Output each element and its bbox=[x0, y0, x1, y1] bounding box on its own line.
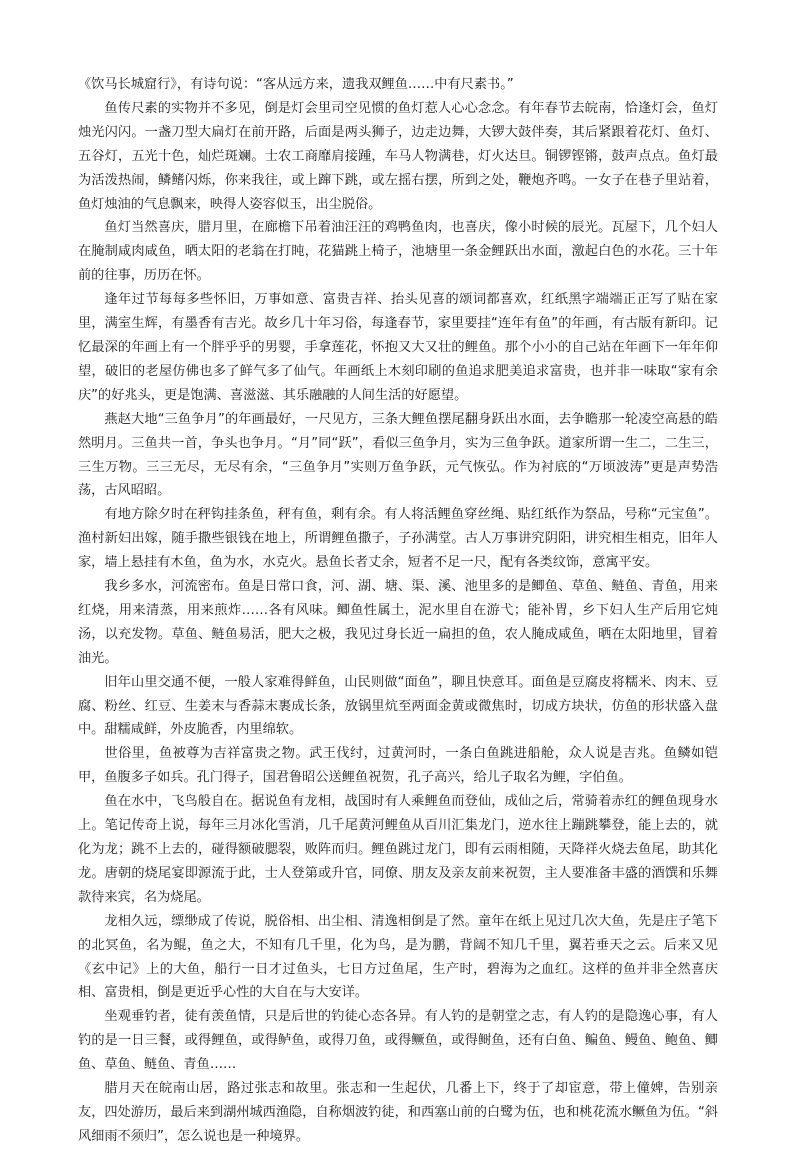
document-page bbox=[78, 73, 718, 1149]
paragraph: 逢年过节每每多些怀旧，万事如意、富贵吉祥、抬头见喜的颂词都喜欢，红纸黑字端端正正写了贴在家里，满室生辉，有墨香有吉光。故乡几十年习俗，每逢春节，家里要挂“连年有鱼”的年画，有古版有新印。记忆最深的年画上有一个胖乎乎的男婴，手拿莲花，怀抱又大又壮的鲤鱼。那个小小的自己站在年画下一年年仰望，破旧的老屋仿佛也多了鲜气多了仙气。年画纸上木刻印刷的鱼追求肥美追求富贵，也并非一味取“家有余庆”的好兆头，更是饱满、喜滋滋、其乐融融的人间生活的好愿望。 bbox=[78, 292, 718, 403]
paragraph: 燕赵大地“三鱼争月”的年画最好，一尺见方，三条大鲤鱼摆尾翻身跃出水面，去争瞻那一轮凌空高悬的皓然明月。三鱼共一首，争头也争月。“月”同“跃”，看似三鱼争月，实为三鱼争跃。道家所谓一生二，二生三，三生万物。三三无尽，无尽有余，“三鱼争月”实则万鱼争跃，元气恢弘。作为衬底的“万顷波涛”更是声势浩荡，古风昭昭。 bbox=[78, 411, 718, 499]
paragraph: 《饮马长城窟行》，有诗句说：“客从远方来，遗我双鲤鱼……中有尺素书。” bbox=[78, 77, 514, 92]
paragraph: 我乡多水，河流密布。鱼是日常口食，河、湖、塘、渠、溪、池里多的是鲫鱼、草鱼、鲢鱼、青鱼，用来红烧，用来清蒸，用来煎炸……各有风味。鲫鱼性属土，泥水里自在游弋；能补胃，乡下妇人生产后用它炖汤，以充发物。草鱼、鲢鱼易活，肥大之极，我见过身长近一扁担的鱼，农人腌成咸鱼，晒在太阳地里，冒着油光。 bbox=[78, 579, 718, 666]
paragraph: 旧年山里交通不便，一般人家难得鲜鱼，山民则做“面鱼”，聊且快意耳。面鱼是豆腐皮将糯米、肉末、豆腐、粉丝、红豆、生姜末与香蒜末裹成长条，放锅里炕至两面金黄或微焦时，切成方块状，仿鱼的形状盛入盘中。甜糯咸鲜，外皮脆香，内里绵软。 bbox=[78, 674, 718, 738]
paragraph: 龙相久远，缥缈成了传说，脱俗相、出尘相、清逸相倒是了然。童年在纸上见过几次大鱼，先是庄子笔下的北冥鱼，名为鲲，鱼之大，不知有几千里，化为鸟，是为鹏，背阔不知几千里，翼若垂天之云。后来又见《玄中记》上的大鱼，船行一日才过鱼头，七日方过鱼尾，生产时，碧海为之血红。这样的鱼并非全然喜庆相、富贵相，倒是更近乎心性的大自在与大安详。 bbox=[78, 913, 718, 1001]
paragraph: 鱼传尺素的实物并不多见，倒是灯会里司空见惯的鱼灯惹人心心念念。有年春节去皖南，恰逢灯会，鱼灯烛光闪闪。一盏刀型大扁灯在前开路，后面是两头狮子，边走边舞，大锣大鼓伴奏，其后紧跟着花灯、鱼灯、五谷灯，五光十色，灿烂斑斓。士农工商靡肩接踵，车马人物满巷，灯火达旦。铜锣铿锵，鼓声点点。鱼灯最为活泼热闹，鳞鳍闪烁，你来我往，或上蹿下跳，或左摇右摆，所到之处，鞭炮齐鸣。一女子在巷子里站着，鱼灯烛油的气息飘来，映得人姿容似玉，出尘脱俗。 bbox=[78, 100, 718, 212]
paragraph: 鱼在水中，飞鸟般自在。据说鱼有龙相，战国时有人乘鲤鱼而登仙，成仙之后，常骑着赤红的鲤鱼现身水上。笔记传奇上说，每年三月冰化雪消，几千尾黄河鲤鱼从百川汇集龙门，逆水往上蹦跳攀登，能上去的，就化为龙；跳不上去的，碰得额破腮裂，败阵而归。鲤鱼跳过龙门，即有云雨相随，天降祥火烧去鱼尾，助其化龙。唐朝的烧尾宴即源流于此，士人登第或升官，同僚、朋友及亲友前来祝贺，主人要准备丰盛的酒馔和乐舞款待来宾，名为烧尾。 bbox=[78, 794, 718, 905]
paragraph: 世俗里，鱼被尊为吉祥富贵之物。武王伐纣，过黄河时，一条白鱼跳进船舱，众人说是吉兆。鱼鳞如铠甲，鱼腹多子如兵。孔门得子，国君鲁昭公送鲤鱼祝贺，孔子高兴，给儿子取名为鲤，字伯鱼。 bbox=[78, 746, 718, 786]
paragraph: 腊月天在皖南山居，路过张志和故里。张志和一生起伏，几番上下，终于了却宦意，带上僮婢，告别亲友，四处游历，最后来到湖州城西渔隐，自称烟波钓徒，和西塞山前的白鹭为伍，也和桃花流水鳜鱼为伍。“斜风细雨不须归”，怎么说也是一种境界。 bbox=[78, 1081, 718, 1144]
paragraph: 坐观垂钓者，徒有羡鱼情，只是后世的钓徒心态各异。有人钓的是朝堂之志，有人钓的是隐逸心事，有人钓的是一日三餐，或得鲤鱼，或得鲈鱼，或得刀鱼，或得鳜鱼，或得鲥鱼，还有白鱼、鳊鱼、鳗鱼、鲍鱼、鲫鱼、草鱼、鲢鱼、青鱼…… bbox=[78, 1009, 718, 1073]
paragraph: 有地方除夕时在秤钩挂条鱼，秤有鱼，剩有余。有人将活鲤鱼穿丝绳、贴红纸作为祭品，号称“元宝鱼”。渔村新妇出嫁，随手撒些银钱在地上，所谓鲤鱼撒子，子孙满堂。古人万事讲究阴阳，讲究相生相克，旧年人家，墙上悬挂有木鱼，鱼为水，水克火。悬鱼长者丈余，短者不足一尺，配有各类纹饰，意寓平安。 bbox=[78, 507, 718, 571]
paragraph: 鱼灯当然喜庆，腊月里，在廊檐下吊着油汪汪的鸡鸭鱼肉，也喜庆，像小时候的辰光。瓦屋下，几个妇人在腌制咸肉咸鱼，晒太阳的老翁在打盹，花猫跳上椅子，池塘里一条金鲤跃出水面，激起白色的水花。三十年前的往事，历历在怀。 bbox=[78, 220, 718, 284]
